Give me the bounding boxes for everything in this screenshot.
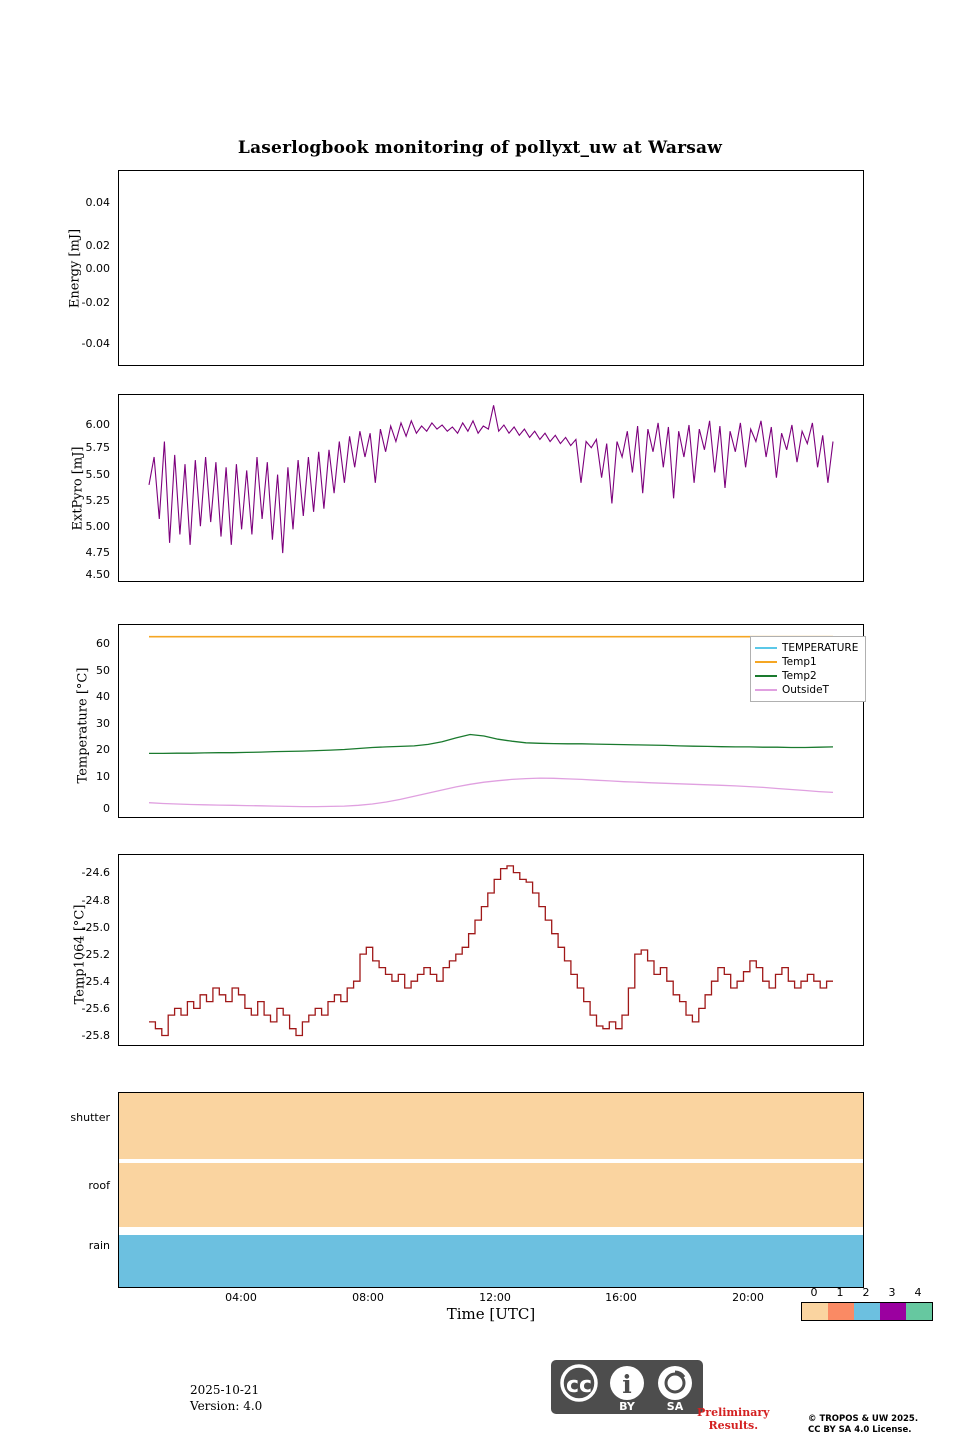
panel-status [118,1092,864,1288]
extpyro-axis-label: ExtPyro [mJ] [70,446,86,531]
xtick-label: 16:00 [605,1291,637,1304]
colorbar-swatch-0 [802,1303,828,1320]
extpyro-ytick: 5.25 [85,494,110,507]
colorbar-tick: 3 [888,1286,896,1299]
preliminary-notice [697,1406,770,1432]
cc-by-sa-icon [551,1360,703,1414]
legend-swatch-temp1 [755,661,777,663]
energy-axis-label: Energy [mJ] [67,228,83,309]
energy-ytick: -0.02 [81,296,110,309]
version-stamp: Version: 4.0 [190,1399,263,1413]
colorbar-swatch-1 [828,1303,854,1320]
temperature-ytick: 0 [103,802,110,815]
date-stamp: 2025-10-21 [190,1383,260,1397]
temperature-ytick: 20 [96,743,110,756]
legend-label: Temp2 [782,670,817,682]
copyright-line-2: CC BY SA 4.0 License. [808,1425,912,1435]
temperature-ytick: 60 [96,637,110,650]
temp1064-ytick: -25.4 [81,975,110,988]
temp1064-ytick: -25.6 [81,1002,110,1015]
legend-swatch-temp2 [755,675,777,677]
status-label-roof: roof [88,1179,110,1192]
temp1064-ytick: -24.6 [81,866,110,879]
panel-extpyro [118,394,864,582]
temperature-legend [750,636,866,702]
colorbar-tick: 4 [914,1286,922,1299]
energy-plot-area [119,171,863,365]
status-row-rain [119,1235,863,1287]
temp1064-plot-area [119,855,863,1045]
energy-ytick: 0.04 [85,196,110,209]
legend-item [755,655,859,669]
energy-ytick: 0.00 [85,262,110,275]
status-row-shutter [119,1093,863,1159]
extpyro-ytick: 4.50 [85,568,110,581]
energy-ytick: -0.04 [81,337,110,350]
extpyro-ytick: 6.00 [85,418,110,431]
panel-energy [118,170,864,366]
legend-label: TEMPERATURE [782,642,859,654]
temperature-axis-label: Temperature [°C] [75,667,91,784]
colorbar-swatch-2 [854,1303,880,1320]
copyright-line-1: © TROPOS & UW 2025. [808,1414,919,1424]
extpyro-ytick: 5.50 [85,468,110,481]
temp1064-ytick: -25.0 [81,921,110,934]
extpyro-plot-area [119,395,863,581]
temp1064-ytick: -25.8 [81,1029,110,1042]
xtick-label: 20:00 [732,1291,764,1304]
temperature-ytick: 10 [96,770,110,783]
xtick-label: 08:00 [352,1291,384,1304]
xtick-label: 04:00 [225,1291,257,1304]
legend-item [755,683,859,697]
colorbar-tick: 1 [836,1286,844,1299]
legend-swatch-temperature [755,647,777,649]
colorbar-tick: 0 [810,1286,818,1299]
colorbar-ticklabels [801,1286,931,1299]
legend-label: Temp1 [782,656,817,668]
status-label-shutter: shutter [70,1111,110,1124]
svg-text:SA: SA [666,1400,684,1413]
status-row-roof [119,1163,863,1227]
svg-text:cc: cc [565,1373,593,1398]
extpyro-ytick: 5.00 [85,520,110,533]
page-title: Laserlogbook monitoring of pollyxt_uw at Warsaw [237,138,723,158]
preliminary-line-1: Preliminary [697,1406,770,1419]
legend-swatch-outsidet [755,689,777,691]
status-label-rain: rain [88,1239,110,1252]
extpyro-ytick: 4.75 [85,546,110,559]
temp1064-axis-label: Temp1064 [°C] [72,904,88,1005]
svg-text:BY: BY [619,1400,635,1413]
panel-temp1064 [118,854,864,1046]
temperature-ytick: 50 [96,664,110,677]
extpyro-ytick: 5.75 [85,441,110,454]
legend-label: OutsideT [782,684,829,696]
svg-text:i: i [622,1370,632,1399]
legend-item [755,669,859,683]
temp1064-ytick: -25.2 [81,948,110,961]
xtick-label: 12:00 [479,1291,511,1304]
temperature-ytick: 40 [96,690,110,703]
temperature-ytick: 30 [96,717,110,730]
temp1064-ytick: -24.8 [81,894,110,907]
colorbar-tick: 2 [862,1286,870,1299]
energy-ytick: 0.02 [85,239,110,252]
colorbar-swatch-3 [880,1303,906,1320]
legend-item [755,641,859,655]
copyright-notice [808,1414,918,1436]
colorbar-swatch-4 [906,1303,932,1320]
preliminary-line-2: Results. [708,1419,759,1432]
status-colorbar [801,1302,933,1321]
x-axis-label: Time [UTC] [446,1305,536,1323]
